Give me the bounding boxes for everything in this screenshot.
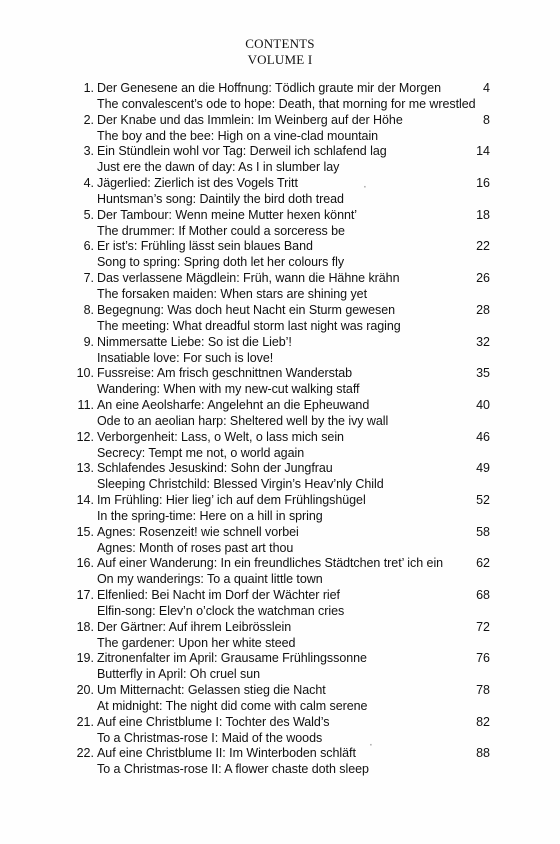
contents-entry — [0, 714, 560, 746]
entry-german-title: Um Mitternacht: Gelassen stieg die Nacht — [97, 683, 326, 698]
entry-english-title: The gardener: Upon her white steed — [97, 635, 296, 650]
entry-german-title: Nimmersatte Liebe: So ist die Lieb’! — [97, 334, 292, 349]
entry-number: 9. — [83, 334, 94, 349]
entry-english-title: Huntsman’s song: Daintily the bird doth tread — [97, 192, 344, 207]
entry-number: 13. — [76, 461, 94, 476]
entry-number: 16. — [76, 556, 94, 571]
entry-page-number: 72 — [476, 619, 490, 634]
entry-english-title: Wandering: When with my new-cut walking staff — [97, 382, 360, 397]
entry-number: 11. — [77, 397, 94, 412]
entry-german-title: Zitronenfalter im April: Grausame Frühlingssonne — [97, 651, 367, 666]
entry-number: 6. — [83, 239, 94, 254]
entry-german-title: Jägerlied: Zierlich ist des Vogels Tritt — [97, 176, 298, 191]
entry-page-number: 58 — [476, 524, 490, 539]
entry-german-title: Agnes: Rosenzeit! wie schnell vorbei — [97, 524, 299, 539]
entry-number: 14. — [76, 492, 94, 507]
contents-entry — [0, 524, 560, 556]
contents-entry — [0, 365, 560, 397]
entry-english-title: On my wanderings: To a quaint little town — [97, 572, 323, 587]
entry-page-number: 52 — [476, 492, 490, 507]
entry-german-title: Begegnung: Was doch heut Nacht ein Sturm gewesen — [97, 302, 396, 317]
entry-page-number: 22 — [476, 239, 490, 254]
entry-page-number: 40 — [476, 397, 490, 412]
entry-number: 2. — [83, 112, 94, 127]
contents-entry — [0, 650, 560, 682]
entry-german-title: Auf eine Christblume I: Tochter des Wald’s — [97, 714, 330, 729]
scan-speck: · — [363, 180, 367, 194]
entry-english-title: The boy and the bee: High on a vine-clad mountain — [97, 128, 379, 143]
entry-page-number: 28 — [476, 302, 490, 317]
entry-number: 3. — [83, 144, 94, 159]
contents-entry — [0, 270, 560, 302]
entry-german-title: An eine Aeolsharfe: Angelehnt an die Epheuwand — [97, 397, 370, 412]
entry-page-number: 32 — [476, 334, 490, 349]
entry-page-number: 16 — [476, 176, 490, 191]
entry-number: 4. — [83, 176, 94, 191]
entry-page-number: 26 — [476, 271, 490, 286]
entry-number: 15. — [76, 524, 94, 539]
contents-entry — [0, 619, 560, 651]
volume-heading: VOLUME I — [247, 52, 313, 67]
entry-page-number: 14 — [476, 144, 490, 159]
entry-english-title: The meeting: What dreadful storm last night was raging — [97, 318, 401, 333]
entry-english-title: Agnes: Month of roses past art thou — [97, 540, 294, 555]
contents-heading: CONTENTS — [245, 36, 315, 51]
entry-number: 5. — [83, 207, 94, 222]
entry-number: 18. — [76, 619, 94, 634]
entry-german-title: Im Frühling: Hier lieg’ ich auf dem Frühlingshügel — [97, 492, 366, 507]
entry-number: 21. — [76, 714, 94, 729]
entry-english-title: The drummer: If Mother could a sorceress be — [97, 223, 345, 238]
entry-page-number: 82 — [476, 714, 490, 729]
contents-entry — [0, 302, 560, 334]
entry-english-title: The forsaken maiden: When stars are shining yet — [97, 287, 368, 302]
contents-entry — [0, 112, 560, 144]
entry-english-title: Sleeping Christchild: Blessed Virgin’s Heav’nly Child — [97, 477, 384, 492]
entry-number: 22. — [76, 746, 94, 761]
entry-english-title: Song to spring: Spring doth let her colours fly — [97, 255, 345, 270]
entry-german-title: Der Tambour: Wenn meine Mutter hexen könnt’ — [97, 207, 358, 222]
entry-english-title: To a Christmas-rose I: Maid of the woods — [97, 730, 323, 745]
contents-entry — [0, 334, 560, 366]
entry-number: 12. — [76, 429, 94, 444]
contents-entry — [0, 397, 560, 429]
entry-english-title: Insatiable love: For such is love! — [97, 350, 274, 365]
entry-page-number: 88 — [476, 746, 490, 761]
entry-german-title: Auf einer Wanderung: In ein freundliches Städtchen tret’ ich ein — [97, 556, 444, 571]
entry-number: 17. — [76, 588, 94, 602]
entry-english-title: In the spring-time: Here on a hill in spring — [97, 508, 323, 523]
entry-german-title: Der Gärtner: Auf ihrem Leibrösslein — [97, 619, 292, 634]
entry-english-title: To a Christmas-rose II: A flower chaste doth sleep — [97, 762, 369, 777]
entry-english-title: The convalescent’s ode to hope: Death, that morning for me wrestled — [97, 97, 476, 111]
entry-page-number: 49 — [476, 461, 490, 476]
entry-page-number: 68 — [476, 588, 490, 602]
contents-entry — [0, 460, 560, 492]
entry-german-title: Auf eine Christblume II: Im Winterboden schläft — [97, 746, 356, 761]
entry-page-number: 62 — [476, 556, 490, 571]
entry-page-number: 4 — [483, 81, 490, 95]
entry-page-number: 18 — [476, 207, 490, 222]
entry-number: 19. — [76, 651, 94, 666]
entry-page-number: 76 — [476, 651, 490, 666]
entry-german-title: Das verlassene Mägdlein: Früh, wann die Hähne krähn — [97, 271, 400, 286]
entry-number: 20. — [76, 683, 94, 698]
entry-german-title: Der Genesene an die Hoffnung: Tödlich graute mir der Morgen — [97, 81, 442, 95]
entry-german-title: Verborgenheit: Lass, o Welt, o lass mich sein — [97, 429, 344, 444]
entry-page-number: 78 — [476, 683, 490, 698]
entry-german-title: Elfenlied: Bei Nacht im Dorf der Wächter rief — [97, 588, 340, 602]
entry-german-title: Der Knabe und das Immlein: Im Weinberg auf der Höhe — [97, 112, 403, 127]
entry-number: 1. — [83, 81, 94, 95]
entry-english-title: Secrecy: Tempt me not, o world again — [97, 445, 305, 460]
entry-number: 8. — [83, 302, 94, 317]
entry-german-title: Ein Stündlein wohl vor Tag: Derweil ich schlafend lag — [97, 144, 387, 159]
scan-speck: · — [369, 738, 373, 752]
contents-entry — [0, 555, 560, 587]
entry-english-title: Ode to an aeolian harp: Sheltered well by the ivy wall — [97, 413, 389, 428]
entry-german-title: Schlafendes Jesuskind: Sohn der Jungfrau — [97, 461, 333, 476]
entry-page-number: 8 — [483, 112, 490, 127]
entry-english-title: Just ere the dawn of day: As I in slumber lay — [97, 160, 340, 175]
contents-entry — [0, 745, 560, 777]
entry-number: 7. — [83, 271, 94, 286]
entry-english-title: At midnight: The night did come with calm serene — [97, 699, 368, 714]
entry-german-title: Fussreise: Am frisch geschnittnen Wanderstab — [97, 366, 353, 381]
contents-entry — [0, 238, 560, 270]
entry-german-title: Er ist’s: Frühling lässt sein blaues Band — [97, 239, 313, 254]
entry-number: 10. — [76, 366, 94, 381]
contents-entry — [0, 682, 560, 714]
contents-entry — [0, 429, 560, 461]
entry-page-number: 46 — [476, 429, 490, 444]
contents-entry — [0, 492, 560, 524]
contents-entry — [0, 587, 560, 619]
entry-english-title: Butterfly in April: Oh cruel sun — [97, 667, 261, 682]
contents-entry — [0, 80, 560, 112]
contents-list — [0, 80, 560, 777]
entry-page-number: 35 — [476, 366, 490, 381]
contents-entry — [0, 207, 560, 239]
entry-english-title: Elfin-song: Elev’n o’clock the watchman cries — [97, 604, 345, 618]
contents-entry — [0, 175, 560, 207]
contents-entry — [0, 143, 560, 175]
